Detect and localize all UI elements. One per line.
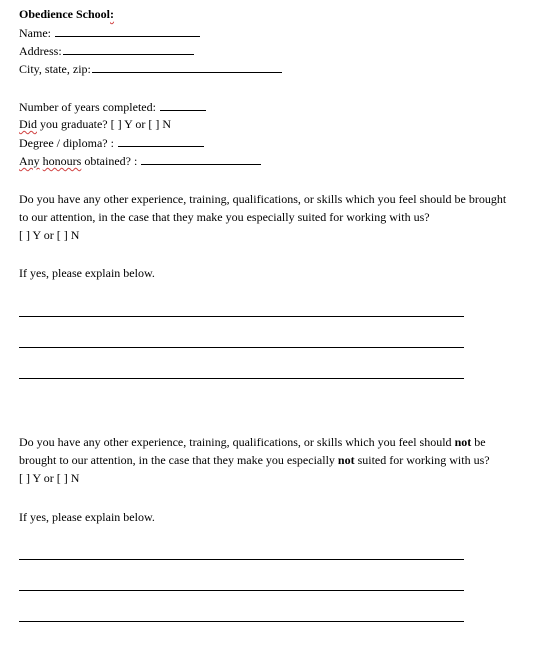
q2-line-2-not: not: [337, 453, 355, 467]
address-label: Address:: [19, 44, 62, 58]
city-state-zip-field[interactable]: [92, 61, 282, 73]
name-label: Name:: [19, 26, 54, 40]
form-title: [19, 7, 114, 21]
form-title-colon: :: [110, 7, 115, 21]
q2-answer-line-1[interactable]: [19, 559, 464, 560]
q2-line-1: [19, 435, 486, 449]
q2-line-1-start: Do you have any other experience, training, qualifications, or skills which you feel should: [19, 435, 455, 449]
years-row: [19, 99, 206, 114]
q2-line-1-not: not: [454, 435, 472, 449]
degree-field[interactable]: [118, 135, 204, 147]
q1-answer-line-3[interactable]: [19, 378, 464, 379]
q1-answer-line-1[interactable]: [19, 316, 464, 317]
q2-yes-no-choice[interactable]: [ ] Y or [ ] N: [19, 471, 80, 485]
degree-label: Degree / diploma? :: [19, 136, 117, 150]
name-field[interactable]: [55, 25, 200, 37]
honours-row: [19, 153, 261, 168]
q1-line-1: Do you have any other experience, training, qualifications, or skills which you feel should be brought: [19, 192, 507, 206]
q1-line-2: to our attention, in the case that they make you especially suited for working with us?: [19, 210, 430, 224]
degree-row: [19, 135, 204, 150]
city-row: [19, 61, 282, 76]
name-row: [19, 25, 200, 40]
years-completed-field[interactable]: [160, 99, 206, 111]
q2-line-1-end: be: [471, 435, 486, 449]
honours-word-any: Any: [19, 154, 40, 168]
graduate-row: [19, 117, 171, 131]
address-row: [19, 43, 194, 58]
q1-explain-prompt: If yes, please explain below.: [19, 266, 155, 280]
graduate-question: you graduate? [ ] Y or [ ] N: [37, 117, 172, 131]
q2-explain-prompt: If yes, please explain below.: [19, 510, 155, 524]
graduate-word: Did: [19, 117, 37, 131]
q2-answer-line-3[interactable]: [19, 621, 464, 622]
honours-label: obtained? :: [81, 154, 141, 168]
q2-line-2: [19, 453, 490, 467]
form-title-text: Obedience School: [19, 7, 111, 21]
city-state-zip-label: City, state, zip:: [19, 62, 91, 76]
q2-line-2-start: brought to our attention, in the case that they make you especially: [19, 453, 338, 467]
years-completed-label: Number of years completed:: [19, 100, 159, 114]
address-field[interactable]: [63, 43, 194, 55]
q1-answer-line-2[interactable]: [19, 347, 464, 348]
honours-word-honours: honours: [42, 154, 82, 168]
q1-yes-no-choice[interactable]: [ ] Y or [ ] N: [19, 228, 80, 242]
honours-field[interactable]: [141, 153, 261, 165]
q2-line-2-end: suited for working with us?: [354, 453, 490, 467]
q2-answer-line-2[interactable]: [19, 590, 464, 591]
